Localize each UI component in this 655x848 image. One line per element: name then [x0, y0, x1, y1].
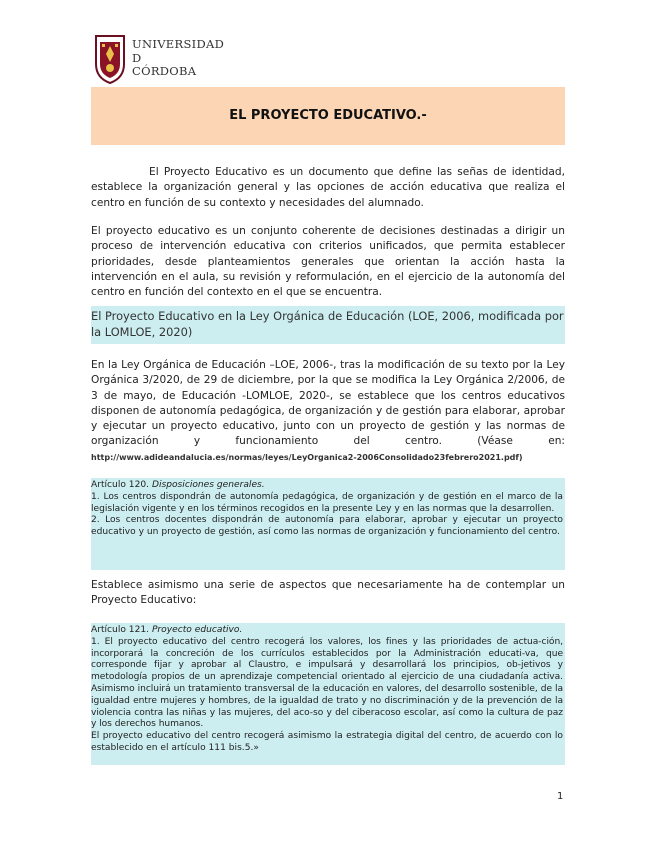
- logo-line-3: CÓRDOBA: [132, 64, 197, 78]
- section-heading: El Proyecto Educativo en la Ley Orgánica de Educación (LOE, 2006, modificada por la LOMLOE, 2020): [91, 309, 564, 339]
- university-logo: [92, 30, 242, 88]
- article-121-name: Proyecto educativo.: [151, 625, 243, 635]
- logo-line-1: UNIVERSIDAD: [132, 37, 225, 51]
- law-paragraph-text: En la Ley Orgánica de Educación –LOE, 2006-, tras la modificación de su texto por la Ley Orgánica 3/2020, de 29 de diciembre, por la que se modifica la Ley Orgánica 2/2006, de 3 de mayo, de Educación -LOMLOE, 2020-, se establece que los centros educativos disponen de autonomía pedagógica, de organización y de gestión para elaborar, aprobar y ejecutar un proyecto educativo, junto con un proyecto de gestión y las normas de organización y funcionamiento del centro. (Véase en:: [91, 359, 565, 448]
- article-121-number: Artículo 121.: [91, 625, 150, 635]
- article-121-box: [91, 623, 565, 765]
- intro-paragraph-2: El proyecto educativo es un conjunto coherente de decisiones destinadas a dirigir un proceso de intervención educativa con criterios unificados, que permita establecer prioridades, desde planteamientos generales que orientan la acción hasta la intervención en el aula, su revisión y reformulación, en el ejercicio de la autonomía del centro en función del contexto en el que se encuentra.: [91, 225, 565, 299]
- article-120-name: Disposiciones generales.: [151, 480, 265, 490]
- article-120-point-2: 2. Los centros docentes dispondrán de autonomía para elaborar, aprobar y ejecutar un proyecto educativo y un proyecto de gestión, así como las normas de organización y funcionamiento del centro.: [91, 515, 563, 538]
- logo-line-2: D: [132, 50, 142, 65]
- article-120-heading: [91, 480, 565, 492]
- article-120-point-1: 1. Los centros dispondrán de autonomía pedagógica, de organización y de gestión en el marco de la legislación vigente y en los términos recogidos en la presente Ley y en las normas que la desarrollen.: [91, 491, 563, 514]
- article-121-point-2: El proyecto educativo del centro recogerá asimismo la estrategia digital del centro, de acuerdo con lo establecido en el artículo 111 bis.5.»: [91, 731, 563, 753]
- article-121-point-1: 1. El proyecto educativo del centro recogerá los valores, los fines y las prioridades de actua-ción, incorporará la concreción de los currículos establecidos por la Administración educati-va, que corresponde fijar y aprobar al Claustro, e impulsará y desarrollará los principios, ob-jetivos y metodología propios de un aprendizaje competencial orientado al ejercicio de una ciudadanía activa. Asimismo incluirá un tratamiento transversal de la educación en valores, del desarrollo sostenible, de la igualdad entre mujeres y hombres, de la igualdad de trato y no discriminación y de la prevención de la violencia contra las niñas y las mujeres, del aco-so y del ciberacoso escolar, así como la cultura de paz y los derechos humanos.: [91, 636, 563, 730]
- intro-paragraph-1: El Proyecto Educativo es un documento que define las señas de identidad, establece la organización general y las opciones de acción educativa que realiza el centro en función de su contexto y necesidades del alumnado.: [91, 166, 565, 209]
- bridge-paragraph: Establece asimismo una serie de aspectos que necesariamente ha de contemplar un Proyecto Educativo:: [91, 579, 565, 607]
- article-120-box: [91, 478, 565, 570]
- document-title: EL PROYECTO EDUCATIVO.-: [229, 108, 427, 123]
- law-url-link[interactable]: http://www.adideandalucia.es/normas/leyes/LeyOrganica2-2006Consolidado23febrero2021.pdf): [91, 452, 523, 462]
- university-shield-icon: [92, 34, 128, 84]
- page-number: 1: [557, 791, 564, 802]
- article-120-number: Artículo 120.: [91, 480, 150, 490]
- article-121-heading: [91, 625, 565, 637]
- law-paragraph: [91, 358, 565, 465]
